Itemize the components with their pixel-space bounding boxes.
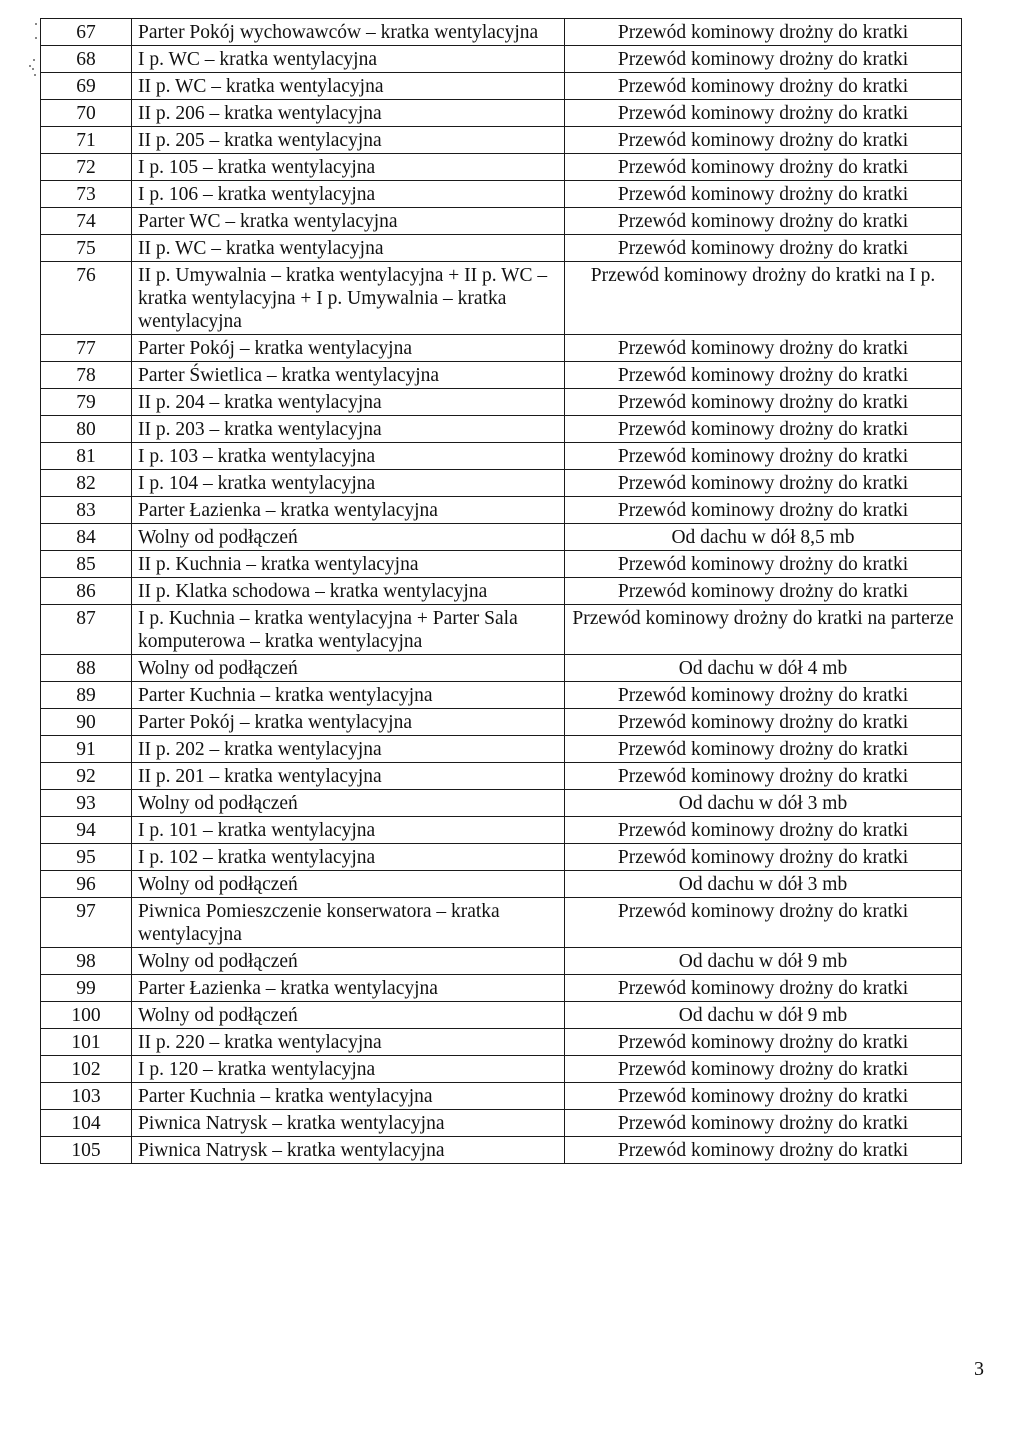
row-status-cell: Od dachu w dół 9 mb: [565, 948, 962, 975]
row-status-cell: Przewód kominowy drożny do kratki: [565, 335, 962, 362]
row-description-cell: Parter Kuchnia – kratka wentylacyjna: [132, 682, 565, 709]
row-number-cell: 78: [41, 362, 132, 389]
row-description-cell: Parter Świetlica – kratka wentylacyjna: [132, 362, 565, 389]
table-row: [41, 763, 962, 790]
row-description-cell: Wolny od podłączeń: [132, 948, 565, 975]
table-row: [41, 416, 962, 443]
table-row: [41, 127, 962, 154]
table-row: [41, 578, 962, 605]
row-status-cell: Przewód kominowy drożny do kratki: [565, 416, 962, 443]
row-description-cell: II p. Klatka schodowa – kratka wentylacyjna: [132, 578, 565, 605]
row-number-cell: 88: [41, 655, 132, 682]
row-status-cell: Przewód kominowy drożny do kratki: [565, 443, 962, 470]
table-row: [41, 1083, 962, 1110]
table-row: [41, 1137, 962, 1164]
row-number-cell: 101: [41, 1029, 132, 1056]
row-number-cell: 103: [41, 1083, 132, 1110]
row-description-cell: Parter Łazienka – kratka wentylacyjna: [132, 975, 565, 1002]
row-description-cell: I p. 105 – kratka wentylacyjna: [132, 154, 565, 181]
row-number-cell: 94: [41, 817, 132, 844]
row-status-cell: Przewód kominowy drożny do kratki: [565, 844, 962, 871]
row-description-cell: II p. Kuchnia – kratka wentylacyjna: [132, 551, 565, 578]
row-number-cell: 97: [41, 898, 132, 948]
row-status-cell: Przewód kominowy drożny do kratki: [565, 736, 962, 763]
table-row: [41, 975, 962, 1002]
table-row: [41, 1002, 962, 1029]
table-row: [41, 73, 962, 100]
row-number-cell: 80: [41, 416, 132, 443]
table-row: [41, 235, 962, 262]
row-number-cell: 84: [41, 524, 132, 551]
row-number-cell: 92: [41, 763, 132, 790]
row-description-cell: Parter Pokój – kratka wentylacyjna: [132, 709, 565, 736]
row-status-cell: Przewód kominowy drożny do kratki: [565, 389, 962, 416]
row-number-cell: 72: [41, 154, 132, 181]
row-status-cell: Przewód kominowy drożny do kratki: [565, 46, 962, 73]
row-status-cell: Przewód kominowy drożny do kratki: [565, 362, 962, 389]
row-number-cell: 70: [41, 100, 132, 127]
row-status-cell: Przewód kominowy drożny do kratki: [565, 470, 962, 497]
row-status-cell: Przewód kominowy drożny do kratki: [565, 682, 962, 709]
row-number-cell: 73: [41, 181, 132, 208]
row-number-cell: 91: [41, 736, 132, 763]
row-status-cell: Od dachu w dół 9 mb: [565, 1002, 962, 1029]
row-status-cell: Przewód kominowy drożny do kratki: [565, 1083, 962, 1110]
row-status-cell: Od dachu w dół 4 mb: [565, 655, 962, 682]
table-row: [41, 19, 962, 46]
table-row: [41, 181, 962, 208]
row-status-cell: Przewód kominowy drożny do kratki: [565, 709, 962, 736]
table-row: [41, 709, 962, 736]
row-number-cell: 89: [41, 682, 132, 709]
row-number-cell: 90: [41, 709, 132, 736]
row-description-cell: Piwnica Natrysk – kratka wentylacyjna: [132, 1110, 565, 1137]
row-number-cell: 79: [41, 389, 132, 416]
row-status-cell: Od dachu w dół 3 mb: [565, 790, 962, 817]
row-status-cell: Od dachu w dół 3 mb: [565, 871, 962, 898]
table-row: [41, 948, 962, 975]
row-number-cell: 77: [41, 335, 132, 362]
scan-artifact-marks: [28, 22, 38, 82]
table-row: [41, 844, 962, 871]
row-number-cell: 75: [41, 235, 132, 262]
row-description-cell: II p. Umywalnia – kratka wentylacyjna + II p. WC – kratka wentylacyjna + I p. Umywalnia – kratka wentylacyjna: [132, 262, 565, 335]
row-number-cell: 102: [41, 1056, 132, 1083]
row-number-cell: 69: [41, 73, 132, 100]
table-row: [41, 443, 962, 470]
row-status-cell: Przewód kominowy drożny do kratki: [565, 898, 962, 948]
row-description-cell: II p. WC – kratka wentylacyjna: [132, 73, 565, 100]
row-status-cell: Przewód kominowy drożny do kratki: [565, 551, 962, 578]
row-description-cell: Parter WC – kratka wentylacyjna: [132, 208, 565, 235]
row-number-cell: 86: [41, 578, 132, 605]
row-status-cell: Przewód kominowy drożny do kratki: [565, 154, 962, 181]
row-description-cell: II p. 206 – kratka wentylacyjna: [132, 100, 565, 127]
table-row: [41, 898, 962, 948]
row-number-cell: 105: [41, 1137, 132, 1164]
row-status-cell: Przewód kominowy drożny do kratki: [565, 73, 962, 100]
row-number-cell: 68: [41, 46, 132, 73]
table-row: [41, 335, 962, 362]
row-status-cell: Przewód kominowy drożny do kratki: [565, 235, 962, 262]
table-row: [41, 817, 962, 844]
table-row: [41, 262, 962, 335]
row-number-cell: 67: [41, 19, 132, 46]
row-number-cell: 74: [41, 208, 132, 235]
row-description-cell: II p. 204 – kratka wentylacyjna: [132, 389, 565, 416]
table-row: [41, 46, 962, 73]
table-row: [41, 362, 962, 389]
row-status-cell: Przewód kominowy drożny do kratki: [565, 975, 962, 1002]
row-description-cell: I p. 102 – kratka wentylacyjna: [132, 844, 565, 871]
row-description-cell: I p. 106 – kratka wentylacyjna: [132, 181, 565, 208]
row-description-cell: I p. WC – kratka wentylacyjna: [132, 46, 565, 73]
row-description-cell: Parter Pokój wychowawców – kratka wentylacyjna: [132, 19, 565, 46]
row-number-cell: 99: [41, 975, 132, 1002]
row-status-cell: Przewód kominowy drożny do kratki: [565, 817, 962, 844]
row-status-cell: Przewód kominowy drożny do kratki: [565, 578, 962, 605]
row-number-cell: 100: [41, 1002, 132, 1029]
row-number-cell: 81: [41, 443, 132, 470]
row-description-cell: I p. 103 – kratka wentylacyjna: [132, 443, 565, 470]
row-number-cell: 71: [41, 127, 132, 154]
row-status-cell: Przewód kominowy drożny do kratki: [565, 497, 962, 524]
row-status-cell: Przewód kominowy drożny do kratki: [565, 100, 962, 127]
row-description-cell: II p. 203 – kratka wentylacyjna: [132, 416, 565, 443]
table-row: [41, 682, 962, 709]
row-number-cell: 76: [41, 262, 132, 335]
row-description-cell: II p. WC – kratka wentylacyjna: [132, 235, 565, 262]
row-description-cell: Piwnica Pomieszczenie konserwatora – kratka wentylacyjna: [132, 898, 565, 948]
row-description-cell: Parter Kuchnia – kratka wentylacyjna: [132, 1083, 565, 1110]
page-number: 3: [974, 1358, 984, 1380]
chimney-inspection-table: [40, 18, 962, 1164]
row-status-cell: Przewód kominowy drożny do kratki: [565, 1056, 962, 1083]
row-status-cell: Przewód kominowy drożny do kratki: [565, 181, 962, 208]
table-row: [41, 524, 962, 551]
table-row: [41, 1110, 962, 1137]
table-row: [41, 1029, 962, 1056]
row-status-cell: Przewód kominowy drożny do kratki: [565, 208, 962, 235]
row-number-cell: 83: [41, 497, 132, 524]
row-description-cell: Wolny od podłączeń: [132, 524, 565, 551]
row-status-cell: Przewód kominowy drożny do kratki: [565, 1029, 962, 1056]
row-description-cell: I p. 104 – kratka wentylacyjna: [132, 470, 565, 497]
row-number-cell: 104: [41, 1110, 132, 1137]
row-status-cell: Od dachu w dół 8,5 mb: [565, 524, 962, 551]
row-description-cell: Wolny od podłączeń: [132, 871, 565, 898]
row-status-cell: Przewód kominowy drożny do kratki: [565, 1137, 962, 1164]
row-status-cell: Przewód kominowy drożny do kratki: [565, 19, 962, 46]
row-status-cell: Przewód kominowy drożny do kratki na I p.: [565, 262, 962, 335]
table-row: [41, 154, 962, 181]
row-status-cell: Przewód kominowy drożny do kratki na parterze: [565, 605, 962, 655]
row-description-cell: I p. Kuchnia – kratka wentylacyjna + Parter Sala komputerowa – kratka wentylacyjna: [132, 605, 565, 655]
table-row: [41, 790, 962, 817]
row-description-cell: II p. 205 – kratka wentylacyjna: [132, 127, 565, 154]
row-number-cell: 82: [41, 470, 132, 497]
row-number-cell: 98: [41, 948, 132, 975]
row-number-cell: 96: [41, 871, 132, 898]
row-description-cell: Piwnica Natrysk – kratka wentylacyjna: [132, 1137, 565, 1164]
row-number-cell: 87: [41, 605, 132, 655]
row-status-cell: Przewód kominowy drożny do kratki: [565, 763, 962, 790]
table-row: [41, 100, 962, 127]
row-number-cell: 85: [41, 551, 132, 578]
table-row: [41, 736, 962, 763]
row-description-cell: Parter Łazienka – kratka wentylacyjna: [132, 497, 565, 524]
row-description-cell: II p. 202 – kratka wentylacyjna: [132, 736, 565, 763]
table-row: [41, 655, 962, 682]
row-description-cell: Wolny od podłączeń: [132, 790, 565, 817]
row-description-cell: Parter Pokój – kratka wentylacyjna: [132, 335, 565, 362]
row-status-cell: Przewód kominowy drożny do kratki: [565, 127, 962, 154]
table-row: [41, 871, 962, 898]
row-description-cell: I p. 101 – kratka wentylacyjna: [132, 817, 565, 844]
table-row: [41, 1056, 962, 1083]
row-description-cell: I p. 120 – kratka wentylacyjna: [132, 1056, 565, 1083]
row-description-cell: II p. 201 – kratka wentylacyjna: [132, 763, 565, 790]
row-number-cell: 95: [41, 844, 132, 871]
row-description-cell: Wolny od podłączeń: [132, 1002, 565, 1029]
table-row: [41, 208, 962, 235]
row-description-cell: II p. 220 – kratka wentylacyjna: [132, 1029, 565, 1056]
table-body: [41, 19, 962, 1164]
row-number-cell: 93: [41, 790, 132, 817]
table-row: [41, 497, 962, 524]
row-status-cell: Przewód kominowy drożny do kratki: [565, 1110, 962, 1137]
table-row: [41, 470, 962, 497]
table-row: [41, 389, 962, 416]
row-description-cell: Wolny od podłączeń: [132, 655, 565, 682]
table-row: [41, 551, 962, 578]
table-row: [41, 605, 962, 655]
